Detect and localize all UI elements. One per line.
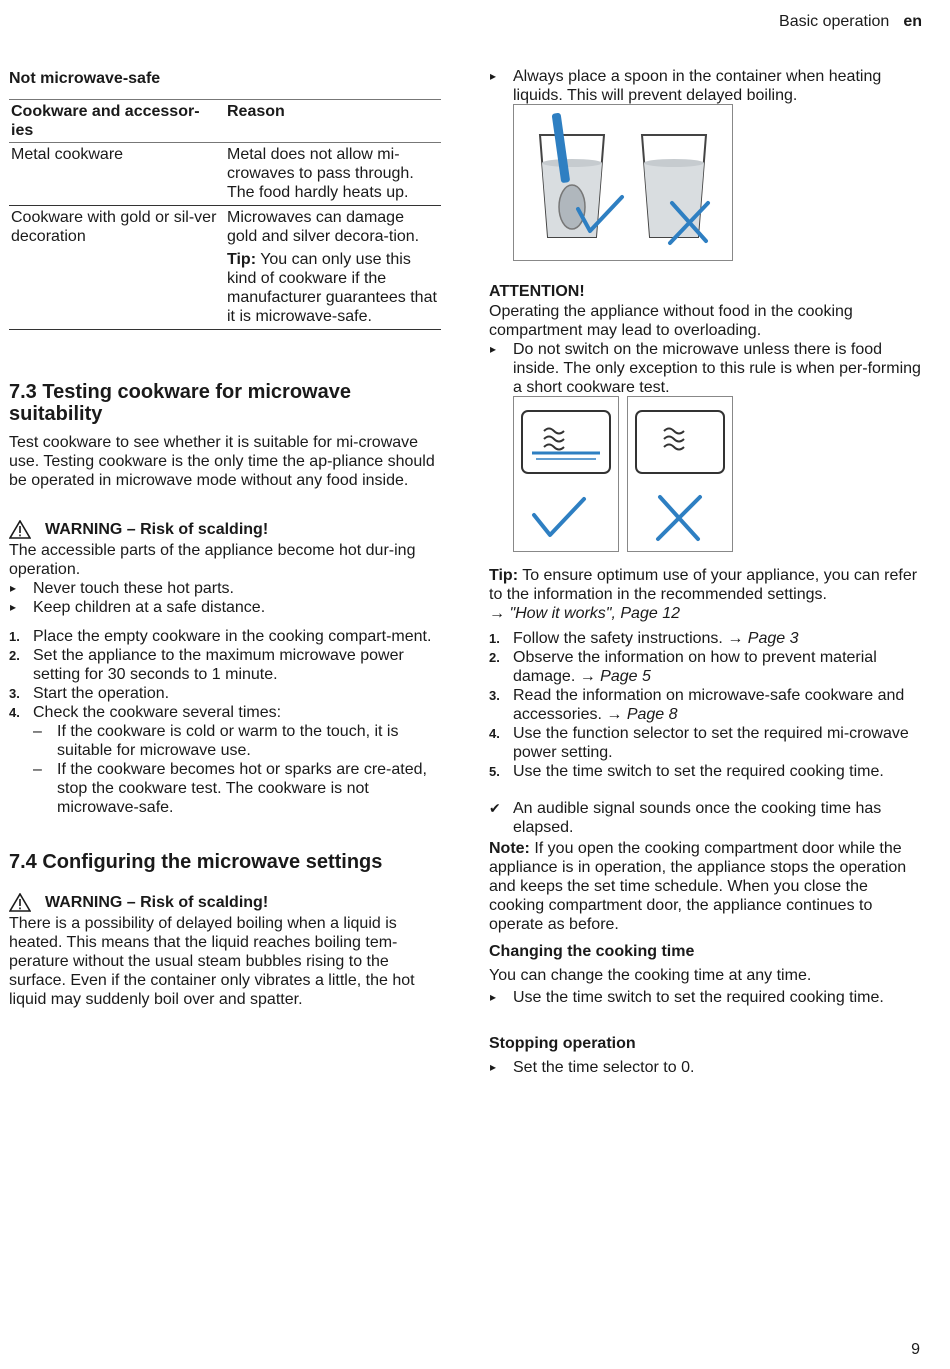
list-item: ▸ Do not switch on the microwave unless there is food inside. The only exception to this rule is when per-forming a short cookware test. (489, 340, 921, 397)
list-item (489, 762, 921, 781)
warning-text: There is a possibility of delayed boiling when a liquid is heated. This means that the liquid reaches boiling tem-perature without the usual steam bubbles rising to the surface. Even if the container only vibrates a little, the hot liquid may suddenly boil over and spatter. (9, 915, 415, 1008)
warning-triangle-icon (9, 893, 31, 912)
step-text: Observe the information on how to prevent material damage. (513, 649, 877, 685)
step-text: Read the information on microwave-safe cookware and accessories. (513, 687, 905, 723)
changing-time-bullet (489, 988, 921, 1007)
list-item (9, 627, 441, 646)
note-text: If you open the cooking compartment door while the appliance is in operation, the appliance stops the operation and keeps the set time schedule. When you close the cooking compartment door, the appliance continues to operate as before. (489, 840, 907, 933)
step-number: 1. (9, 629, 20, 644)
check-sublist (33, 722, 441, 817)
list-item: ▸ Set the time selector to 0. (489, 1058, 921, 1077)
list-item (489, 686, 921, 724)
page-number: 9 (911, 1341, 920, 1358)
table-cell-reason: Metal does not allow mi-crowaves to pass through. The food hardly heats up. (225, 143, 441, 206)
tip-reference-link[interactable]: → "How it works", Page 12 (489, 605, 680, 622)
microwave-with-food-illustration (513, 396, 619, 552)
step-number: 1. (489, 631, 500, 646)
changing-time-text: You can change the cooking time at any time. (489, 967, 812, 984)
list-item (9, 703, 441, 817)
empty-microwave-illustration (627, 396, 733, 552)
note-paragraph (489, 839, 921, 934)
warning-bullets (9, 579, 441, 617)
attention-bullet (489, 340, 921, 397)
table-header-cookware: Cookware and accessor-ies (9, 100, 225, 143)
list-item (9, 684, 441, 703)
step-text: Use the time switch to set the required cooking time. (513, 763, 884, 780)
table-cell-reason (225, 206, 441, 330)
step-number: 5. (489, 764, 500, 779)
table-tip (227, 250, 437, 326)
warning-title: WARNING – Risk of scalding! (45, 894, 269, 911)
tip-text: You can only use this kind of cookware if the manufacturer guarantees that it is microwave-safe. (227, 251, 437, 325)
list-item (489, 629, 921, 648)
list-item: – If the cookware becomes hot or sparks are cre-ated, stop the cookware test. The cookware is not microwave-safe. (33, 760, 441, 817)
page-reference-link[interactable]: → Page 8 (606, 706, 678, 723)
step-number: 4. (489, 726, 500, 741)
list-item: ▸ Use the time switch to set the required cooking time. (489, 988, 921, 1007)
spoon-glass-illustration (513, 104, 733, 261)
step-number: 4. (9, 705, 20, 720)
step-text: Use the function selector to set the required mi-crowave power setting. (513, 725, 909, 761)
list-item (489, 648, 921, 686)
step-text: Follow the safety instructions. (513, 630, 723, 647)
page-reference-link[interactable]: → Page 5 (579, 668, 651, 685)
attention-title: ATTENTION! (489, 283, 585, 300)
header-lang: en (903, 13, 922, 30)
stopping-heading: Stopping operation (489, 1035, 636, 1052)
step-number: 3. (489, 688, 500, 703)
table-row (9, 143, 441, 206)
warning-heading (9, 520, 268, 539)
right-column (489, 0, 921, 1076)
section-7-3-heading: 7.3 Testing cookware for microwave suitability (9, 381, 351, 425)
test-steps (9, 627, 441, 817)
step-text: Start the operation. (33, 685, 170, 702)
table-row (9, 206, 441, 330)
warning-text: The accessible parts of the appliance become hot dur-ing operation. (9, 542, 416, 578)
section-7-4-heading: 7.4 Configuring the microwave settings (9, 851, 383, 873)
glass-with-spoon-icon (514, 105, 732, 260)
step-text: Set the appliance to the maximum microwave power setting for 30 seconds to 1 minute. (33, 647, 404, 683)
result-line (489, 799, 921, 837)
table-header-reason: Reason (225, 100, 441, 143)
list-item: ▸ Keep children at a safe distance. (9, 598, 441, 617)
tip-text: To ensure optimum use of your appliance, you can refer to the information in the recommended settings. (489, 567, 918, 603)
section-7-3-intro: Test cookware to see whether it is suitable for mi-crowave use. Testing cookware is the only time the ap-pliance should be operated in microwave mode without any food inside. (9, 434, 435, 489)
list-item: ▸ Always place a spoon in the container when heating liquids. This will prevent delayed boiling. (489, 67, 921, 105)
settings-steps (489, 629, 921, 781)
step-number: 3. (9, 686, 20, 701)
not-microwave-safe-table (9, 99, 441, 330)
list-item (9, 646, 441, 684)
tip-paragraph (489, 566, 921, 623)
list-item (489, 724, 921, 762)
warning-heading (9, 893, 268, 912)
tip-label: Tip: (489, 567, 519, 584)
microwave-empty-cross-icon (628, 397, 732, 551)
spoon-bullet (489, 67, 921, 105)
warning-triangle-icon (9, 520, 31, 539)
warning-title: WARNING – Risk of scalding! (45, 521, 269, 538)
tip-label: Tip: (227, 251, 257, 268)
table-cell-item: Cookware with gold or sil-ver decoration (9, 206, 225, 330)
changing-time-heading: Changing the cooking time (489, 943, 695, 960)
result-text: An audible signal sounds once the cooking time has elapsed. (513, 800, 882, 836)
note-label: Note: (489, 840, 530, 857)
microwave-food-check-icon (514, 397, 618, 551)
list-item: – If the cookware is cold or warm to the touch, it is suitable for microwave use. (33, 722, 441, 760)
attention-text: Operating the appliance without food in the cooking compartment may lead to overloading. (489, 303, 853, 339)
list-item: ▸ Never touch these hot parts. (9, 579, 441, 598)
checkmark-icon: ✔ (489, 800, 501, 816)
step-number: 2. (9, 648, 20, 663)
step-text: Place the empty cookware in the cooking compart-ment. (33, 628, 432, 645)
reason-text: Microwaves can damage gold and silver decora-tion. (227, 209, 420, 245)
stopping-bullet (489, 1058, 921, 1077)
step-number: 2. (489, 650, 500, 665)
header-section: Basic operation (779, 13, 890, 30)
page-reference-link[interactable]: → Page 3 (727, 630, 799, 647)
table-cell-item: Metal cookware (9, 143, 225, 206)
step-text: Check the cookware several times: (33, 704, 282, 721)
table-title: Not microwave-safe (9, 70, 161, 87)
